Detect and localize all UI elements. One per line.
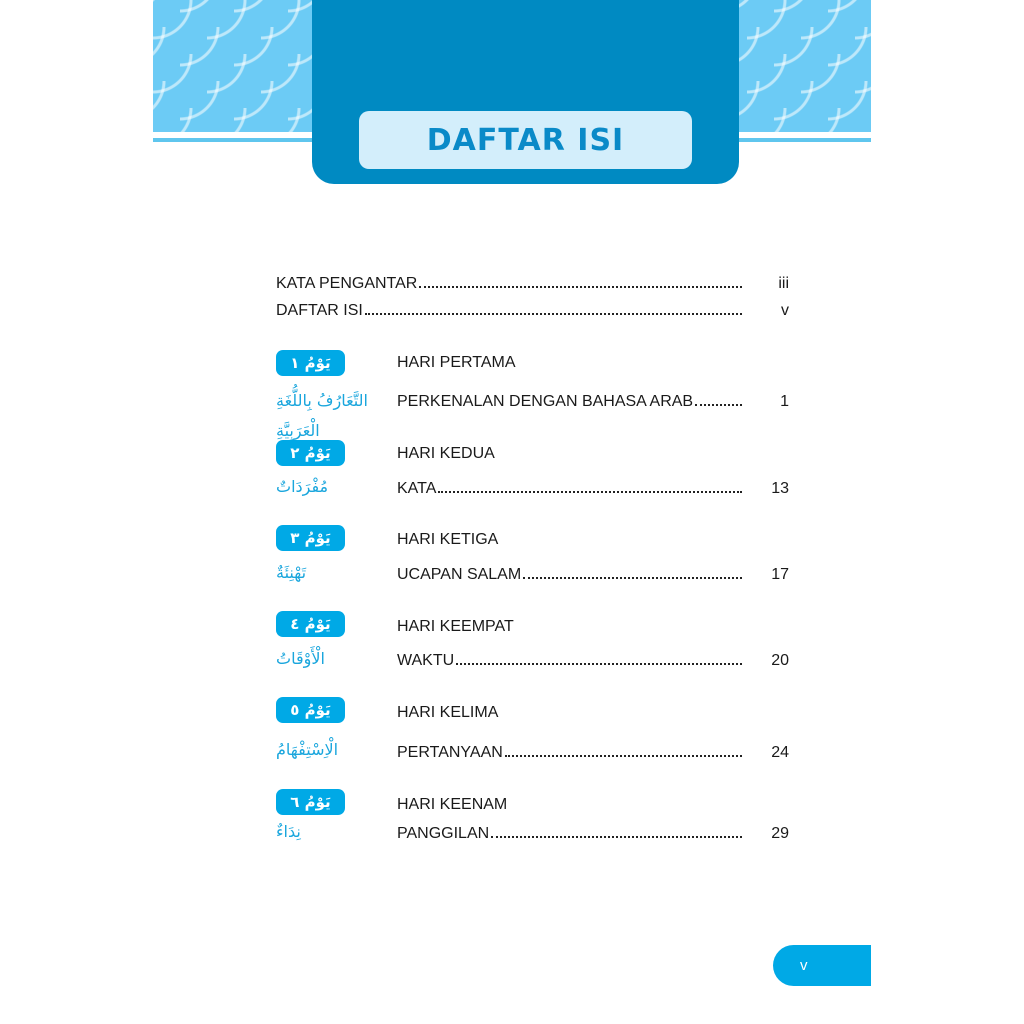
toc-row-day-4[interactable] bbox=[397, 648, 789, 670]
leader-dots bbox=[456, 663, 742, 665]
arabic-title: الْأَوْقَاتُ bbox=[276, 649, 325, 668]
day-heading: HARI KELIMA bbox=[397, 704, 499, 721]
leader-dots bbox=[365, 313, 742, 315]
toc-page: 1 bbox=[780, 393, 789, 410]
day-heading: HARI PERTAMA bbox=[397, 354, 516, 371]
toc-page: 17 bbox=[771, 566, 789, 583]
toc-page: 29 bbox=[771, 825, 789, 842]
leader-dots bbox=[491, 836, 742, 838]
day-heading: HARI KEENAM bbox=[397, 796, 508, 813]
toc-row-day-6[interactable] bbox=[397, 821, 789, 843]
toc-row-day-2[interactable] bbox=[397, 476, 789, 498]
toc-row-day-1[interactable] bbox=[397, 389, 789, 411]
toc-label: KATA bbox=[397, 480, 437, 497]
toc-page: 20 bbox=[771, 652, 789, 669]
toc-label: KATA PENGANTAR bbox=[276, 275, 418, 292]
toc-label: DAFTAR ISI bbox=[276, 302, 363, 319]
toc-page: 13 bbox=[771, 480, 789, 497]
page-title: DAFTAR ISI bbox=[426, 122, 625, 158]
toc-label: WAKTU bbox=[397, 652, 455, 669]
page-number: v bbox=[800, 957, 808, 974]
toc-label: UCAPAN SALAM bbox=[397, 566, 522, 583]
toc-page: iii bbox=[778, 275, 789, 292]
toc-label: PERTANYAAN bbox=[397, 744, 503, 761]
arabic-title: تَهْنِئَةٌ bbox=[276, 563, 307, 582]
page-number-tab bbox=[773, 945, 871, 986]
day-badge: يَوْمُ ٥ bbox=[276, 697, 345, 723]
day-heading: HARI KEEMPAT bbox=[397, 618, 514, 635]
day-badge: يَوْمُ ١ bbox=[276, 350, 345, 376]
arabic-title: التَّعَارُفُ بِاللُّغَةِ الْعَرَبِيَّةِ bbox=[276, 391, 368, 440]
toc-row-day-3[interactable] bbox=[397, 562, 789, 584]
arabic-title: الْاِسْتِفْهَامُ bbox=[276, 740, 339, 759]
leader-dots bbox=[419, 286, 742, 288]
leader-dots bbox=[505, 755, 742, 757]
leader-dots bbox=[523, 577, 742, 579]
day-badge: يَوْمُ ٢ bbox=[276, 440, 345, 466]
toc-label: PANGGILAN bbox=[397, 825, 490, 842]
toc-row-daftar-isi[interactable] bbox=[276, 298, 789, 320]
arabic-title: نِدَاءٌ bbox=[276, 822, 301, 841]
day-heading: HARI KETIGA bbox=[397, 531, 499, 548]
toc-row-kata-pengantar[interactable] bbox=[276, 271, 789, 293]
leader-dots bbox=[438, 491, 742, 493]
toc-page: v bbox=[781, 302, 789, 319]
day-badge: يَوْمُ ٤ bbox=[276, 611, 345, 637]
toc-label: PERKENALAN DENGAN BAHASA ARAB bbox=[397, 393, 694, 410]
leader-dots bbox=[695, 404, 742, 406]
day-heading: HARI KEDUA bbox=[397, 445, 495, 462]
day-badge: يَوْمُ ٣ bbox=[276, 525, 345, 551]
arabic-title: مُفْرَدَاتٌ bbox=[276, 477, 329, 496]
toc-page: 24 bbox=[771, 744, 789, 761]
day-badge: يَوْمُ ٦ bbox=[276, 789, 345, 815]
toc-row-day-5[interactable] bbox=[397, 740, 789, 762]
